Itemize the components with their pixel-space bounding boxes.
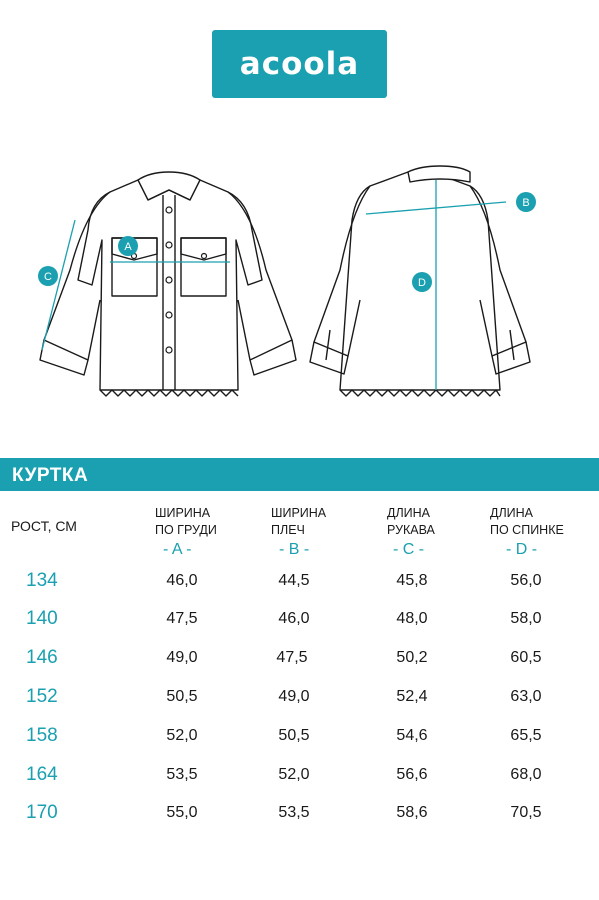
row-header: РОСТ, СМ <box>11 518 77 534</box>
column-letter-b: - B - <box>279 541 310 558</box>
column-header-line: РУКАВА <box>387 523 435 537</box>
table-row <box>0 725 599 755</box>
shoulder-value: 44,5 <box>278 572 310 589</box>
chest-value: 50,5 <box>166 688 198 705</box>
column-header-line: ШИРИНА <box>271 506 327 520</box>
column-header-shoulder <box>271 505 326 539</box>
column-header-back-length <box>490 505 564 539</box>
column-header-line: ПЛЕЧ <box>271 523 305 537</box>
column-header-chest <box>155 505 217 539</box>
back-length-value: 65,5 <box>510 727 542 744</box>
back-length-value: 58,0 <box>510 610 542 627</box>
table-row <box>0 570 599 600</box>
brand-logo <box>212 30 387 98</box>
size-value: 152 <box>26 686 58 707</box>
back-length-value: 56,0 <box>510 572 542 589</box>
sleeve-value: 48,0 <box>396 610 428 627</box>
marker-a-label: A <box>124 241 132 253</box>
marker-b <box>516 192 536 212</box>
column-header-line: ПО ГРУДИ <box>155 523 217 537</box>
section-title: КУРТКА <box>12 465 89 486</box>
shoulder-value: 47,5 <box>276 649 308 666</box>
shoulder-value: 46,0 <box>278 610 310 627</box>
table-row <box>0 686 599 716</box>
size-value: 164 <box>26 764 58 785</box>
sleeve-value: 50,2 <box>396 649 428 666</box>
size-value: 140 <box>26 608 58 629</box>
chest-value: 49,0 <box>166 649 198 666</box>
back-length-value: 68,0 <box>510 766 542 783</box>
section-banner <box>0 458 599 491</box>
shoulder-value: 50,5 <box>278 727 310 744</box>
column-header-sleeve <box>387 505 435 539</box>
jacket-diagram <box>0 150 599 420</box>
table-row <box>0 647 599 677</box>
column-header-line: ДЛИНА <box>490 506 534 520</box>
marker-b-label: B <box>522 197 530 209</box>
marker-c <box>38 266 58 286</box>
chest-value: 53,5 <box>166 766 198 783</box>
back-length-value: 63,0 <box>510 688 542 705</box>
size-value: 170 <box>26 802 58 823</box>
chest-value: 46,0 <box>166 572 198 589</box>
column-letter-c: - C - <box>393 541 425 558</box>
sleeve-value: 54,6 <box>396 727 428 744</box>
sleeve-value: 45,8 <box>396 572 428 589</box>
marker-d-label: D <box>418 277 426 289</box>
size-value: 158 <box>26 725 58 746</box>
marker-d <box>412 272 432 292</box>
table-row <box>0 764 599 794</box>
back-length-value: 70,5 <box>510 804 542 821</box>
table-row <box>0 802 599 832</box>
marker-a <box>118 236 138 256</box>
column-header-line: ДЛИНА <box>387 506 431 520</box>
chest-value: 52,0 <box>166 727 198 744</box>
sleeve-value: 56,6 <box>396 766 428 783</box>
column-letter-d: - D - <box>506 541 538 558</box>
marker-c-label: C <box>44 271 52 283</box>
sleeve-value: 52,4 <box>396 688 428 705</box>
chest-value: 47,5 <box>166 610 198 627</box>
column-letter-a: - A - <box>163 541 192 558</box>
column-header-line: ШИРИНА <box>155 506 211 520</box>
jacket-front <box>40 172 296 396</box>
back-length-value: 60,5 <box>510 649 542 666</box>
size-value: 146 <box>26 647 58 668</box>
shoulder-value: 49,0 <box>278 688 310 705</box>
chest-value: 55,0 <box>166 804 198 821</box>
column-header-line: ПО СПИНКЕ <box>490 523 564 537</box>
shoulder-value: 53,5 <box>278 804 310 821</box>
shoulder-value: 52,0 <box>278 766 310 783</box>
logo-text: acoola <box>239 45 360 82</box>
sleeve-value: 58,6 <box>396 804 428 821</box>
size-value: 134 <box>26 570 58 591</box>
table-row <box>0 608 599 638</box>
